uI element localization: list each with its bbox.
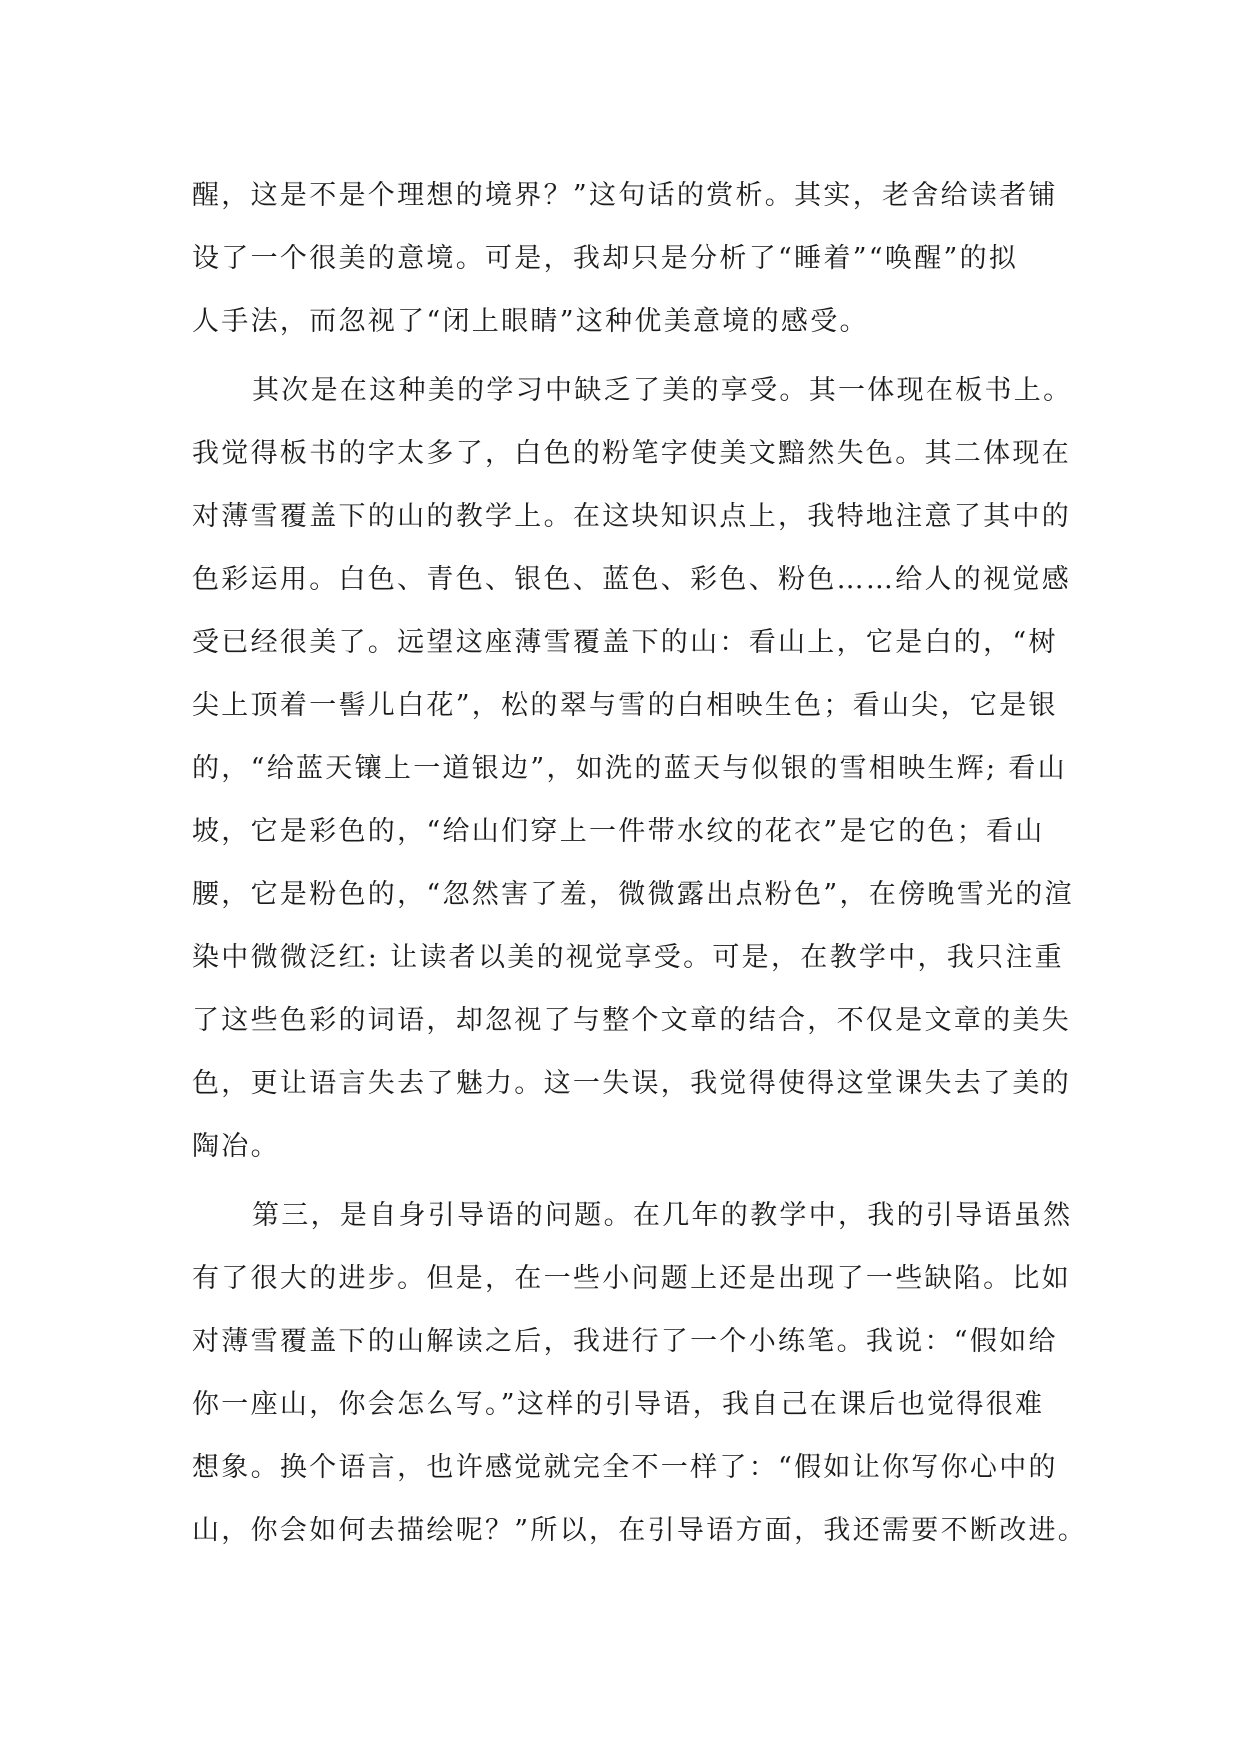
text-line: 尖上顶着一髻儿白花”，松的翠与雪的白相映生色；看山尖，它是银	[192, 690, 1058, 721]
text-line: 山，你会如何去描绘呢？”所以，在引导语方面，我还需要不断改进。	[192, 1515, 1088, 1546]
text-line: 对薄雪覆盖下的山的教学上。在这块知识点上，我特地注意了其中的	[192, 501, 1071, 532]
text-line: 我觉得板书的字太多了，白色的粉笔字使美文黯然失色。其二体现在	[192, 438, 1071, 469]
text-line: 有了很大的进步。但是，在一些小问题上还是出现了一些缺陷。比如	[192, 1263, 1071, 1294]
text-line: 染中微微泛红: 让读者以美的视觉享受。可是，在教学中，我只注重	[192, 942, 1064, 973]
paragraph-3	[192, 1184, 1088, 1562]
text-line: 其次是在这种美的学习中缺乏了美的享受。其一体现在板书上。	[252, 375, 1073, 406]
text-line: 坡，它是彩色的，“给山们穿上一件带水纹的花衣”是它的色；看山	[192, 816, 1045, 847]
text-line: 腰，它是粉色的，“忽然害了羞，微微露出点粉色”，在傍晚雪光的渲	[192, 879, 1074, 910]
text-line: 色彩运用。白色、青色、银色、蓝色、彩色、粉色……给人的视觉感	[192, 564, 1071, 595]
text-line: 的，“给蓝天镶上一道银边”，如洗的蓝天与似银的雪相映生辉; 看山	[192, 753, 1067, 784]
text-line: 人手法，而忽视了“闭上眼睛”这种优美意境的感受。	[192, 306, 869, 337]
text-line: 色，更让语言失去了魅力。这一失误，我觉得使得这堂课失去了美的	[192, 1068, 1071, 1099]
text-line: 对薄雪覆盖下的山解读之后，我进行了一个小练笔。我说：“假如给	[192, 1326, 1058, 1357]
text-line: 你一座山，你会怎么写。”这样的引导语，我自己在课后也觉得很难	[192, 1389, 1045, 1420]
text-line: 想象。换个语言，也许感觉就完全不一样了：“假如让你写你心中的	[192, 1452, 1058, 1483]
paragraph-1	[192, 164, 1058, 353]
text-line: 陶冶。	[192, 1131, 280, 1162]
paragraph-2	[192, 359, 1074, 1178]
text-line: 醒，这是不是个理想的境界？”这句话的赏析。其实，老舍给读者铺	[192, 180, 1058, 211]
text-line: 第三，是自身引导语的问题。在几年的教学中，我的引导语虽然	[252, 1200, 1073, 1231]
text-line: 设了一个很美的意境。可是，我却只是分析了“睡着”“唤醒”的拟	[192, 243, 1019, 274]
body-text	[192, 164, 1088, 1562]
text-line: 了这些色彩的词语，却忽视了与整个文章的结合，不仅是文章的美失	[192, 1005, 1071, 1036]
text-line: 受已经很美了。远望这座薄雪覆盖下的山：看山上，它是白的，“树	[192, 627, 1058, 658]
